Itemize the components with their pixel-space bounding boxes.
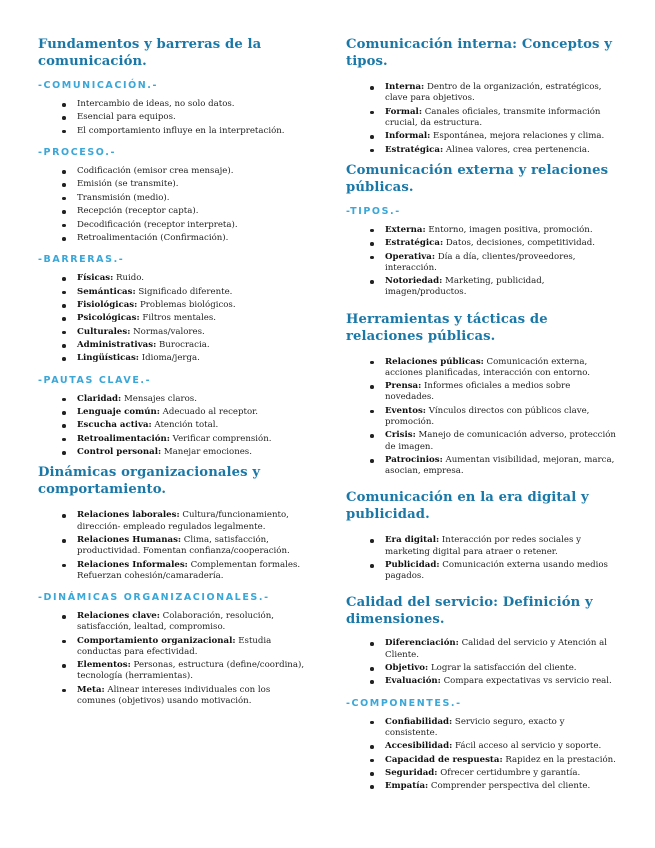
list-item (346, 131, 618, 142)
item-text: Informes oficiales a medios sobre novedades. (385, 381, 571, 403)
list-item (346, 455, 618, 477)
list-item (346, 638, 618, 660)
list-item (346, 676, 618, 687)
item-text: Comprender perspectiva del cliente. (428, 781, 591, 792)
item-text: Manejo de comunicación adverso, protección de imagen. (385, 430, 616, 452)
list-item: El comportamiento influye en la interpretación. (38, 126, 308, 137)
list-barreras (38, 273, 308, 365)
list-item (38, 394, 308, 405)
item-term: Accesibilidad: (385, 741, 453, 752)
item-term: Fisiológicas: (77, 299, 138, 310)
item-text: Lograr la satisfacción del cliente. (428, 662, 577, 673)
list-item (38, 611, 308, 633)
item-text: Atención total. (151, 420, 219, 431)
item-term: Relaciones Humanas: (77, 535, 182, 546)
list-item (346, 107, 618, 129)
list-item (346, 145, 618, 156)
item-term: Publicidad: (385, 559, 440, 570)
list-item: Transmisión (medio). (38, 193, 308, 204)
list-item (38, 420, 308, 431)
item-term: Interna: (385, 82, 425, 92)
item-term: Patrocinios: (385, 454, 443, 465)
section-title-calidad: Calidad del servicio: Definición y dimensiones. (346, 595, 593, 628)
item-text: Verificar comprensión. (169, 433, 272, 444)
item-text: Normas/valores. (130, 326, 205, 337)
list-herramientas (346, 357, 618, 478)
section-title-comunicacion-interna: Comunicación interna: Conceptos y tipos. (346, 37, 613, 69)
item-term: Relaciones clave: (77, 611, 160, 622)
subheading-tipos: -TIPOS.- (346, 205, 401, 217)
list-comunicacion (38, 99, 308, 137)
item-text: Personas, estructura (define/coordina), tecnología (herramientas). (77, 660, 305, 682)
subheading-proceso: -PROCESO.- (38, 146, 117, 158)
item-term: Diferenciación: (385, 638, 459, 649)
item-term: Notoriedad: (385, 276, 443, 287)
item-term: Relaciones Informales: (77, 559, 188, 570)
item-text: Datos, decisiones, competitividad. (443, 238, 595, 249)
section-title-era-digital: Comunicación en la era digital y publicidad. (346, 490, 589, 523)
item-term: Escucha activa: (77, 420, 152, 431)
item-text: Complementan formales. Refuerzan cohesión/camaradería. (77, 559, 301, 581)
list-item (346, 238, 618, 249)
list-item (346, 357, 618, 379)
item-text: Rapidez en la prestación. (502, 754, 616, 765)
list-item (346, 430, 618, 452)
item-text: Ofrecer certidumbre y garantía. (437, 767, 581, 778)
list-item (346, 82, 618, 104)
subheading-pautas: -PAUTAS CLAVE.- (38, 374, 152, 386)
item-text: Alinear intereses individuales con los comunes (objetivos) usando motivación. (77, 684, 271, 707)
item-term: Físicas: (77, 273, 114, 284)
list-item (38, 535, 308, 557)
list-item (346, 663, 618, 674)
item-text: Calidad del servicio y Atención al Cliente. (385, 638, 607, 660)
item-term: Relaciones públicas: (385, 356, 484, 367)
list-item (346, 755, 618, 766)
section-title-herramientas: Herramientas y tácticas de relaciones públicas. (346, 311, 548, 344)
item-term: Crisis: (385, 430, 416, 441)
list-componentes (346, 717, 618, 793)
item-term: Relaciones laborales: (77, 510, 180, 521)
list-item (346, 741, 618, 752)
item-term: Retroalimentación: (77, 433, 170, 444)
list-item (38, 660, 308, 682)
list-item (38, 353, 308, 364)
subheading-componentes: -COMPONENTES.- (346, 697, 462, 709)
item-text: Manejar emociones. (161, 447, 252, 458)
list-item (38, 340, 308, 351)
right-column (346, 36, 618, 799)
list-item (346, 717, 618, 739)
subheading-comunicacion: -COMUNICACIÓN.- (38, 80, 159, 91)
item-term: Externa: (385, 224, 426, 235)
list-tipos (346, 225, 618, 299)
subheading-barreras: -BARRERAS.- (38, 254, 125, 266)
list-proceso (38, 166, 308, 244)
item-text: Vínculos directos con públicos clave, promoción. (385, 405, 590, 427)
list-item: Codificación (emisor crea mensaje). (38, 166, 308, 177)
item-text: Burocracia. (156, 340, 210, 351)
item-text: Comunicación externa, acciones planificadas, interacción con entorno. (385, 356, 591, 378)
item-text: Canales oficiales, transmite información crucial, da estructura. (385, 106, 601, 128)
item-text: Entorno, imagen positiva, promoción. (425, 224, 593, 235)
list-item: Retroalimentación (Confirmación). (38, 233, 308, 244)
item-text: Idioma/jerga. (138, 353, 200, 364)
list-interna (346, 82, 618, 156)
item-term: Era digital: (385, 535, 440, 546)
item-text: Espontánea, mejora relaciones y clima. (430, 131, 605, 142)
item-term: Confiabilidad: (385, 716, 453, 727)
item-term: Control personal: (77, 447, 162, 458)
section-title-fundamentos: Fundamentos y barreras de la comunicación. (38, 37, 262, 69)
subheading-dinamicas-organizacionales: -DINÁMICAS ORGANIZACIONALES.- (38, 592, 270, 604)
item-text: Interacción por redes sociales y marketing digital para atraer o retener. (385, 535, 581, 557)
item-text: Clima, satisfacción, productividad. Fomentan confianza/cooperación. (77, 535, 290, 557)
list-item (346, 225, 618, 236)
item-text: Aumentan visibilidad, mejoran, marca, asocian, empresa. (385, 454, 615, 477)
list-item (346, 406, 618, 428)
item-term: Lingüísticas: (77, 353, 139, 364)
item-term: Eventos: (385, 405, 426, 416)
item-text: Estudia conductas para efectividad. (77, 635, 272, 657)
list-item (38, 287, 308, 298)
item-term: Capacidad de respuesta: (385, 754, 503, 765)
item-term: Empatía: (385, 781, 429, 792)
item-text: Marketing, publicidad, imagen/productos. (385, 276, 545, 298)
item-text: Ruido. (113, 273, 145, 284)
item-term: Evaluación: (385, 676, 441, 687)
item-term: Seguridad: (385, 767, 438, 778)
item-text: Filtros mentales. (139, 313, 217, 324)
list-era-digital (346, 535, 618, 582)
list-item (38, 434, 308, 445)
list-item (346, 560, 618, 582)
item-text: Mensajes claros. (121, 393, 197, 404)
item-text: Colaboración, resolución, satisfacción, lealtad, compromiso. (77, 611, 274, 633)
item-term: Claridad: (77, 393, 122, 404)
item-term: Meta: (77, 684, 105, 695)
section-title-comunicacion-externa: Comunicación externa y relaciones públicas. (346, 162, 609, 195)
item-text: Servicio seguro, exacto y consistente. (385, 716, 565, 738)
item-term: Lenguaje común: (77, 407, 160, 418)
left-column (38, 36, 308, 713)
item-term: Administrativas: (77, 340, 157, 351)
item-term: Formal: (385, 106, 422, 117)
item-term: Estratégica: (385, 144, 444, 155)
item-text: Cultura/funcionamiento, dirección- empleado regulados legalmente. (77, 510, 289, 532)
list-dinamicas (38, 611, 308, 707)
item-text: Compara expectativas vs servicio real. (440, 676, 612, 687)
list-item (346, 535, 618, 557)
list-item: Intercambio de ideas, no solo datos. (38, 99, 308, 110)
item-term: Culturales: (77, 326, 131, 337)
item-text: Alinea valores, crea pertenencia. (443, 144, 590, 155)
item-term: Estratégica: (385, 238, 444, 249)
list-item (38, 685, 308, 707)
list-item (38, 510, 308, 532)
list-pautas (38, 394, 308, 459)
item-text: Dentro de la organización, estratégicos, clave para objetivos. (385, 82, 602, 104)
item-text: Fácil acceso al servicio y soporte. (452, 741, 602, 752)
item-text: Comunicación externa usando medios pagados. (385, 559, 608, 582)
item-term: Psicológicas: (77, 313, 140, 324)
list-item (346, 381, 618, 403)
item-term: Semánticas: (77, 286, 136, 297)
item-term: Informal: (385, 131, 431, 142)
item-term: Comportamiento organizacional: (77, 635, 236, 646)
list-item (346, 768, 618, 779)
item-term: Elementos: (77, 660, 131, 671)
list-item (38, 313, 308, 324)
list-item: Decodificación (receptor interpreta). (38, 220, 308, 231)
item-text: Adecuado al receptor. (159, 407, 259, 418)
list-item (38, 636, 308, 658)
list-item (346, 276, 618, 298)
list-item: Emisión (se transmite). (38, 179, 308, 190)
list-relaciones (38, 510, 308, 582)
list-item (346, 252, 618, 274)
list-item (38, 560, 308, 582)
item-term: Objetivo: (385, 662, 429, 673)
list-item (346, 781, 618, 792)
list-item (38, 300, 308, 311)
section-title-dinamicas: Dinámicas organizacionales y comportamiento. (38, 465, 261, 498)
list-item: Esencial para equipos. (38, 112, 308, 123)
item-text: Significado diferente. (135, 286, 233, 297)
list-item: Recepción (receptor capta). (38, 206, 308, 217)
item-term: Prensa: (385, 381, 422, 392)
item-term: Operativa: (385, 251, 436, 262)
list-item (38, 327, 308, 338)
item-text: Problemas biológicos. (137, 299, 236, 310)
list-item (38, 447, 308, 458)
item-text: Día a día, clientes/proveedores, interacción. (385, 251, 576, 273)
list-item (38, 273, 308, 284)
list-item (38, 407, 308, 418)
list-calidad (346, 638, 618, 687)
